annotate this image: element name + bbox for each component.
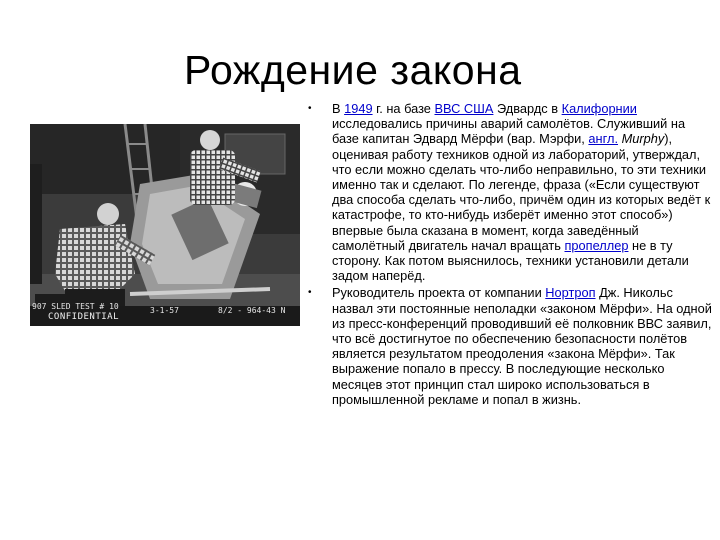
photo-caption-right: 8/2 - 964-43 N [218,306,286,315]
text-segment: ), оценивая работу техников одной из лабораторий, утверждал, что если можно сделать что-либо неправильно, то эти техники именно так и сделают. По легенде, фраза («Если существуют два способа сделать что-либо, причём один из которых ведёт к катастрофе, то кто-нибудь изберёт именно этот способ») впервые была сказана в момент, когда заведённый самолётный двигатель начал вращать [332,131,711,253]
inline-link[interactable]: англ. [588,131,619,147]
bullet-text [332,101,710,283]
bullet-item [304,285,714,407]
bullet-icon: • [308,103,312,114]
inline-link[interactable]: пропеллер [564,237,629,253]
bullet-text [332,285,712,406]
text-segment: В [332,101,345,116]
inline-link[interactable]: ВВС США [434,101,494,116]
bullet-list [304,101,714,409]
text-segment: исследовались причины аварий самолётов. Служивший на базе капитан Эдвард Мёрфи (вар. Мэрфи, [332,116,686,147]
inline-link[interactable]: Калифорнии [561,101,637,116]
historical-photo [30,124,300,326]
inline-link[interactable]: 1949 [344,101,373,116]
bullet-item [304,101,714,283]
inline-link[interactable]: Нортроп [545,285,596,301]
slide-title: Рождение закона [184,47,522,93]
text-segment: г. на базе [372,101,435,116]
photo-caption-stamp: CONFIDENTIAL [48,312,120,322]
photo-illustration [30,124,300,326]
bullet-icon: • [308,287,312,299]
text-segment: Руководитель проекта от компании [332,285,546,301]
text-segment: не в ту сторону. Как потом выяснилось, техники установили детали задом наперёд. [332,237,689,284]
text-segment: Эдвардс в [493,101,562,116]
italic-text: Murphy [621,131,665,147]
text-segment: Дж. Никольс назвал эти постоянные неполадки «законом Мёрфи». На одной из пресс-конференций проводивший её полковник ВВС заявил, что всё достигнутое по обеспечению безопасности полётов является результатом преодоления «закона Мёрфи». Так выражение попало в прессу. В последующие несколько месяцев этот принцип стал широко использоваться в промышленной рекламе и попал в жизнь. [332,285,712,407]
photo-caption-left: 907 SLED TEST # 10 [32,302,119,311]
photo-caption-date: 3-1-57 [150,306,179,315]
